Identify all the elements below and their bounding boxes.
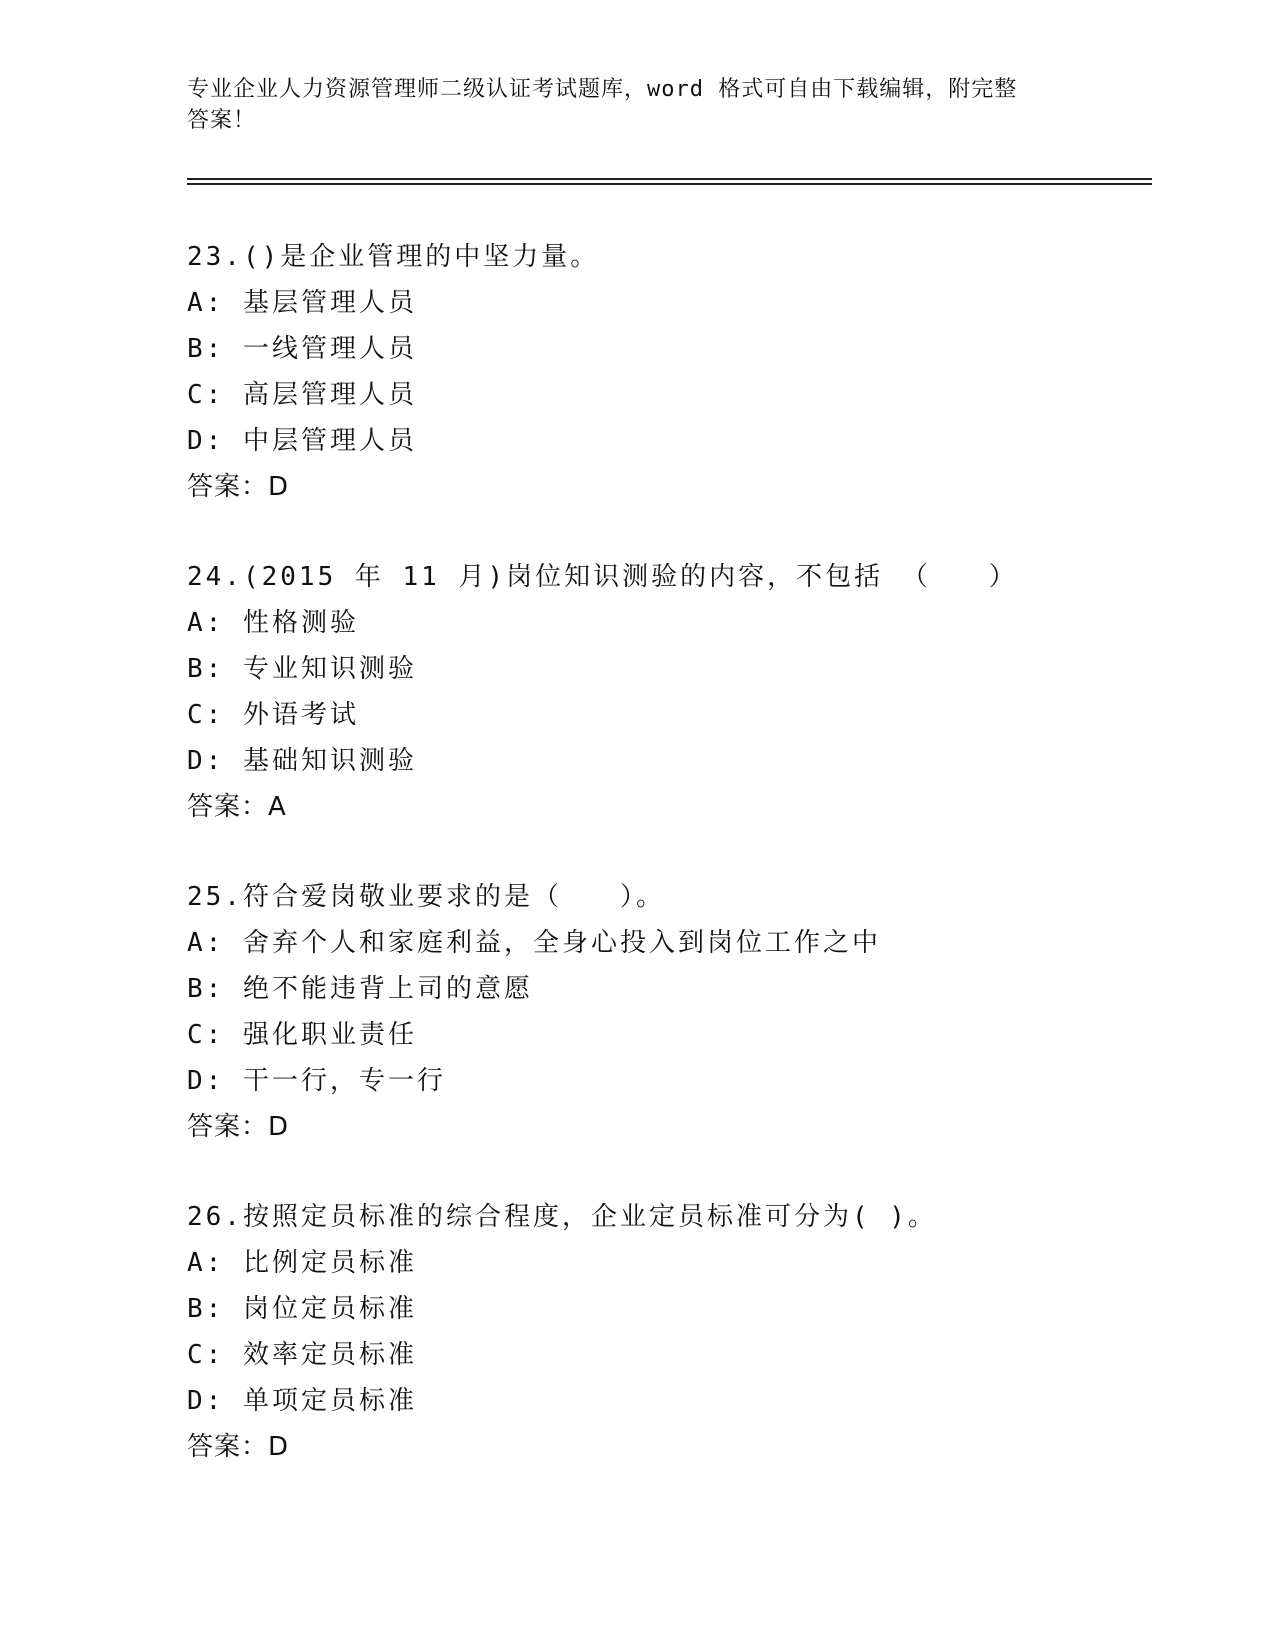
header-line-1: 专业企业人力资源管理师二级认证考试题库，word 格式可自由下载编辑，附完整 [187, 77, 1018, 102]
option-a: A: 比例定员标准 [187, 1248, 417, 1278]
answer-line: 答案：D [187, 472, 290, 502]
header-divider-top [187, 178, 1152, 180]
header-divider-bottom [187, 183, 1152, 185]
option-b: B: 岗位定员标准 [187, 1294, 417, 1324]
option-a: A: 性格测验 [187, 608, 359, 638]
document-header [187, 74, 1087, 136]
option-d: D: 干一行，专一行 [187, 1066, 446, 1096]
header-line-2: 答案！ [187, 108, 257, 133]
option-c: C: 强化职业责任 [187, 1020, 417, 1050]
question-26 [187, 1194, 1147, 1470]
question-stem: 25.符合爱岗敬业要求的是（ ）。 [187, 882, 665, 912]
question-stem: 23.()是企业管理的中坚力量。 [187, 242, 600, 272]
option-a: A: 基层管理人员 [187, 288, 417, 318]
option-d: D: 单项定员标准 [187, 1386, 417, 1416]
answer-line: 答案：D [187, 1432, 290, 1462]
option-c: C: 高层管理人员 [187, 380, 417, 410]
option-c: C: 效率定员标准 [187, 1340, 417, 1370]
option-d: D: 中层管理人员 [187, 426, 417, 456]
question-stem: 26.按照定员标准的综合程度，企业定员标准可分为( )。 [187, 1202, 937, 1232]
option-d: D: 基础知识测验 [187, 746, 417, 776]
question-24 [187, 554, 1147, 830]
question-stem: 24.(2015 年 11 月)岗位知识测验的内容，不包括 （ ） [187, 562, 1018, 592]
option-a: A: 舍弃个人和家庭利益，全身心投入到岗位工作之中 [187, 928, 881, 958]
question-25 [187, 874, 1147, 1150]
option-b: B: 一线管理人员 [187, 334, 417, 364]
option-b: B: 专业知识测验 [187, 654, 417, 684]
answer-line: 答案：A [187, 792, 287, 822]
option-b: B: 绝不能违背上司的意愿 [187, 974, 533, 1004]
question-23 [187, 234, 1147, 510]
answer-line: 答案：D [187, 1112, 290, 1142]
option-c: C: 外语考试 [187, 700, 359, 730]
